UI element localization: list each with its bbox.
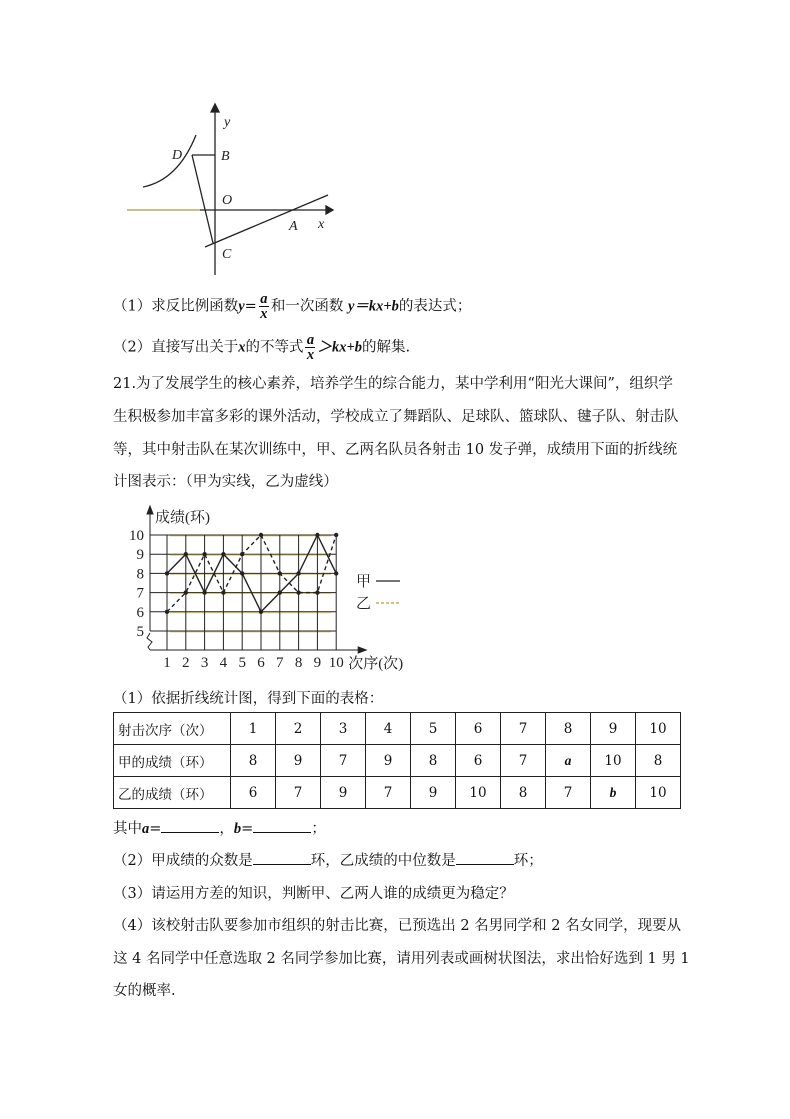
- y-axis-title: 成绩(环): [155, 510, 210, 526]
- row-header: 射击次序（次）: [114, 713, 231, 745]
- table-cell: 9: [366, 745, 411, 777]
- table-cell: 8: [501, 777, 546, 809]
- label-x: x: [318, 217, 325, 232]
- y-tick-label: 9: [136, 547, 144, 564]
- table-row: [114, 745, 681, 777]
- series-0-point: [202, 590, 206, 594]
- series-1-point: [165, 610, 169, 614]
- numerator: a: [306, 332, 315, 348]
- series-0-point: [184, 552, 188, 556]
- table-cell: 6: [456, 745, 501, 777]
- table-cell: 10: [636, 713, 681, 745]
- text: ；: [311, 821, 326, 837]
- y-tick-label: 8: [136, 566, 144, 583]
- series-1-point: [221, 590, 225, 594]
- text: =: [241, 821, 254, 837]
- table-cell: 7: [501, 745, 546, 777]
- series-0-point: [259, 610, 263, 614]
- y-axis-arrow: [147, 506, 153, 514]
- series-0-point: [240, 571, 244, 575]
- table-cell: 1: [231, 713, 276, 745]
- math-a: a: [142, 821, 150, 837]
- math-inequality: ＞kx+b: [317, 339, 362, 356]
- table-cell: 7: [366, 777, 411, 809]
- label-y: y: [224, 115, 231, 130]
- table-row: [114, 713, 681, 745]
- denominator: x: [260, 306, 268, 322]
- table-cell: 9: [591, 713, 636, 745]
- math-linear: y＝kx+b: [347, 298, 399, 315]
- math-b: b: [233, 821, 242, 837]
- x-tick-label: 5: [238, 655, 246, 671]
- q21-line: 生积极参加丰富多彩的课外活动，学校成立了舞蹈队、足球队、篮球队、毽子队、射击队: [113, 409, 679, 425]
- series-1-point: [202, 552, 206, 556]
- legend-label: 甲: [356, 574, 372, 590]
- table-cell: 4: [366, 713, 411, 745]
- blank-mode[interactable]: [253, 850, 311, 865]
- coordinate-figure: [120, 100, 340, 280]
- table-row: [114, 777, 681, 809]
- label-O: O: [222, 193, 233, 208]
- text: 的解集.: [362, 339, 411, 356]
- text: ，: [219, 821, 234, 837]
- text: 的表达式；: [398, 298, 472, 315]
- x-tick-label: 1: [163, 655, 171, 671]
- text: 环；: [513, 853, 543, 869]
- table-cell: 6: [456, 713, 501, 745]
- fraction-a-over-x: [259, 292, 269, 321]
- table-cell: 2: [276, 713, 321, 745]
- table-cell: 8: [636, 745, 681, 777]
- text: （2）甲成绩的众数是: [113, 853, 253, 869]
- x-tick-label: 9: [313, 655, 322, 671]
- table-cell: 10: [636, 777, 681, 809]
- series-1-point: [259, 533, 263, 537]
- y-tick-label: 5: [136, 624, 144, 640]
- series-0-point: [315, 533, 319, 537]
- scores-table: [113, 712, 681, 809]
- x-tick-label: 4: [219, 655, 228, 671]
- math-eq: =: [244, 298, 257, 315]
- x-tick-label: 3: [200, 655, 209, 671]
- label-B: B: [221, 149, 230, 164]
- line-chart: [115, 500, 435, 678]
- q21-sub3: （3）请运用方差的知识，判断甲、乙两人谁的成绩更为稳定？: [113, 886, 514, 902]
- q21-sub1: （1）依据折线统计图，得到下面的表格：: [113, 691, 384, 707]
- table-cell: 6: [231, 777, 276, 809]
- table-cell: 7: [501, 713, 546, 745]
- text: 和一次函数: [270, 298, 344, 315]
- text: 的不等式: [245, 339, 304, 356]
- fraction-a-over-x: [305, 333, 315, 362]
- legend-label: 乙: [356, 596, 372, 612]
- table-cell: 5: [411, 713, 456, 745]
- x-tick-label: 10: [328, 655, 344, 671]
- q21-sub2: [113, 849, 543, 870]
- x-tick-label: 2: [182, 655, 190, 671]
- hyperbola-branch: [143, 135, 196, 187]
- table-cell: 10: [456, 777, 501, 809]
- q20-part2: [113, 333, 410, 362]
- text: =: [149, 821, 162, 837]
- q21-line: 等，其中射击队在某次训练中，甲、乙两名队员各射击 10 发子弹，成绩用下面的折线统: [113, 442, 678, 458]
- series-1-point: [240, 552, 244, 556]
- series-1-point: [334, 533, 338, 537]
- series-1-point: [184, 590, 188, 594]
- table-cell: 9: [321, 777, 366, 809]
- series-1-point: [315, 590, 319, 594]
- axis-break: [147, 633, 152, 650]
- q21-line: 21.为了发展学生的核心素养，培养学生的综合能力，某中学利用“阳光大课间”，组织学: [113, 376, 673, 392]
- row-header: 甲的成绩（环）: [114, 745, 231, 777]
- table-cell: 7: [321, 745, 366, 777]
- series-0-point: [278, 590, 282, 594]
- series-0-point: [221, 552, 225, 556]
- text: （2）直接写出关于: [113, 339, 239, 356]
- x-tick-label: 6: [257, 655, 265, 671]
- series-1-point: [278, 571, 282, 575]
- text: 环，乙成绩的中位数是: [310, 853, 456, 869]
- q20-part1: [113, 292, 471, 321]
- table-cell: b: [591, 777, 636, 809]
- table-cell: 10: [591, 745, 636, 777]
- fill-in-ab: [113, 817, 326, 838]
- table-cell: 9: [276, 745, 321, 777]
- x-axis-title: 次序(次): [348, 656, 404, 672]
- row-header: 乙的成绩（环）: [114, 777, 231, 809]
- y-tick-label: 10: [129, 528, 144, 544]
- table-cell: 3: [321, 713, 366, 745]
- table-cell: 7: [546, 777, 591, 809]
- blank-median[interactable]: [456, 850, 514, 865]
- table-cell: 9: [411, 777, 456, 809]
- table-cell: 8: [231, 745, 276, 777]
- series-0-point: [296, 571, 300, 575]
- y-tick-label: 7: [136, 585, 144, 602]
- x-axis-arrow: [326, 206, 333, 214]
- table-cell: 8: [546, 713, 591, 745]
- blank-a[interactable]: [161, 818, 219, 833]
- q21-line: 计图表示：（甲为实线，乙为虚线）: [113, 474, 338, 490]
- series-0-point: [334, 571, 338, 575]
- table-cell: 7: [276, 777, 321, 809]
- denominator: x: [306, 347, 315, 363]
- y-axis-arrow: [211, 104, 219, 112]
- label-D: D: [172, 148, 183, 163]
- x-tick-label: 7: [276, 655, 284, 671]
- segment-DC: [192, 155, 213, 243]
- q21-sub4-line: 这 4 名同学中任意选取 2 名同学参加比赛，请用列表或画树状图法，求出恰好选到 1 男 1: [113, 951, 690, 967]
- label-A: A: [289, 219, 298, 234]
- text: （1）求反比例函数: [113, 298, 239, 315]
- table-cell: a: [546, 745, 591, 777]
- label-C: C: [222, 247, 232, 262]
- table-cell: 8: [411, 745, 456, 777]
- q21-sub4-line: 女的概率.: [113, 983, 176, 999]
- text: 其中: [113, 821, 142, 837]
- x-axis-arrow: [358, 647, 366, 653]
- series-1-point: [296, 590, 300, 594]
- math-x: x: [238, 339, 246, 356]
- y-tick-label: 6: [136, 604, 144, 621]
- series-0-point: [165, 571, 169, 575]
- numerator: a: [260, 291, 268, 307]
- blank-b[interactable]: [253, 818, 311, 833]
- q21-sub4-line: （4）该校射击队要参加市组织的射击比赛，已预选出 2 名男同学和 2 名女同学，现要从: [113, 918, 682, 934]
- x-tick-label: 8: [294, 655, 303, 671]
- math-y: y: [238, 298, 245, 315]
